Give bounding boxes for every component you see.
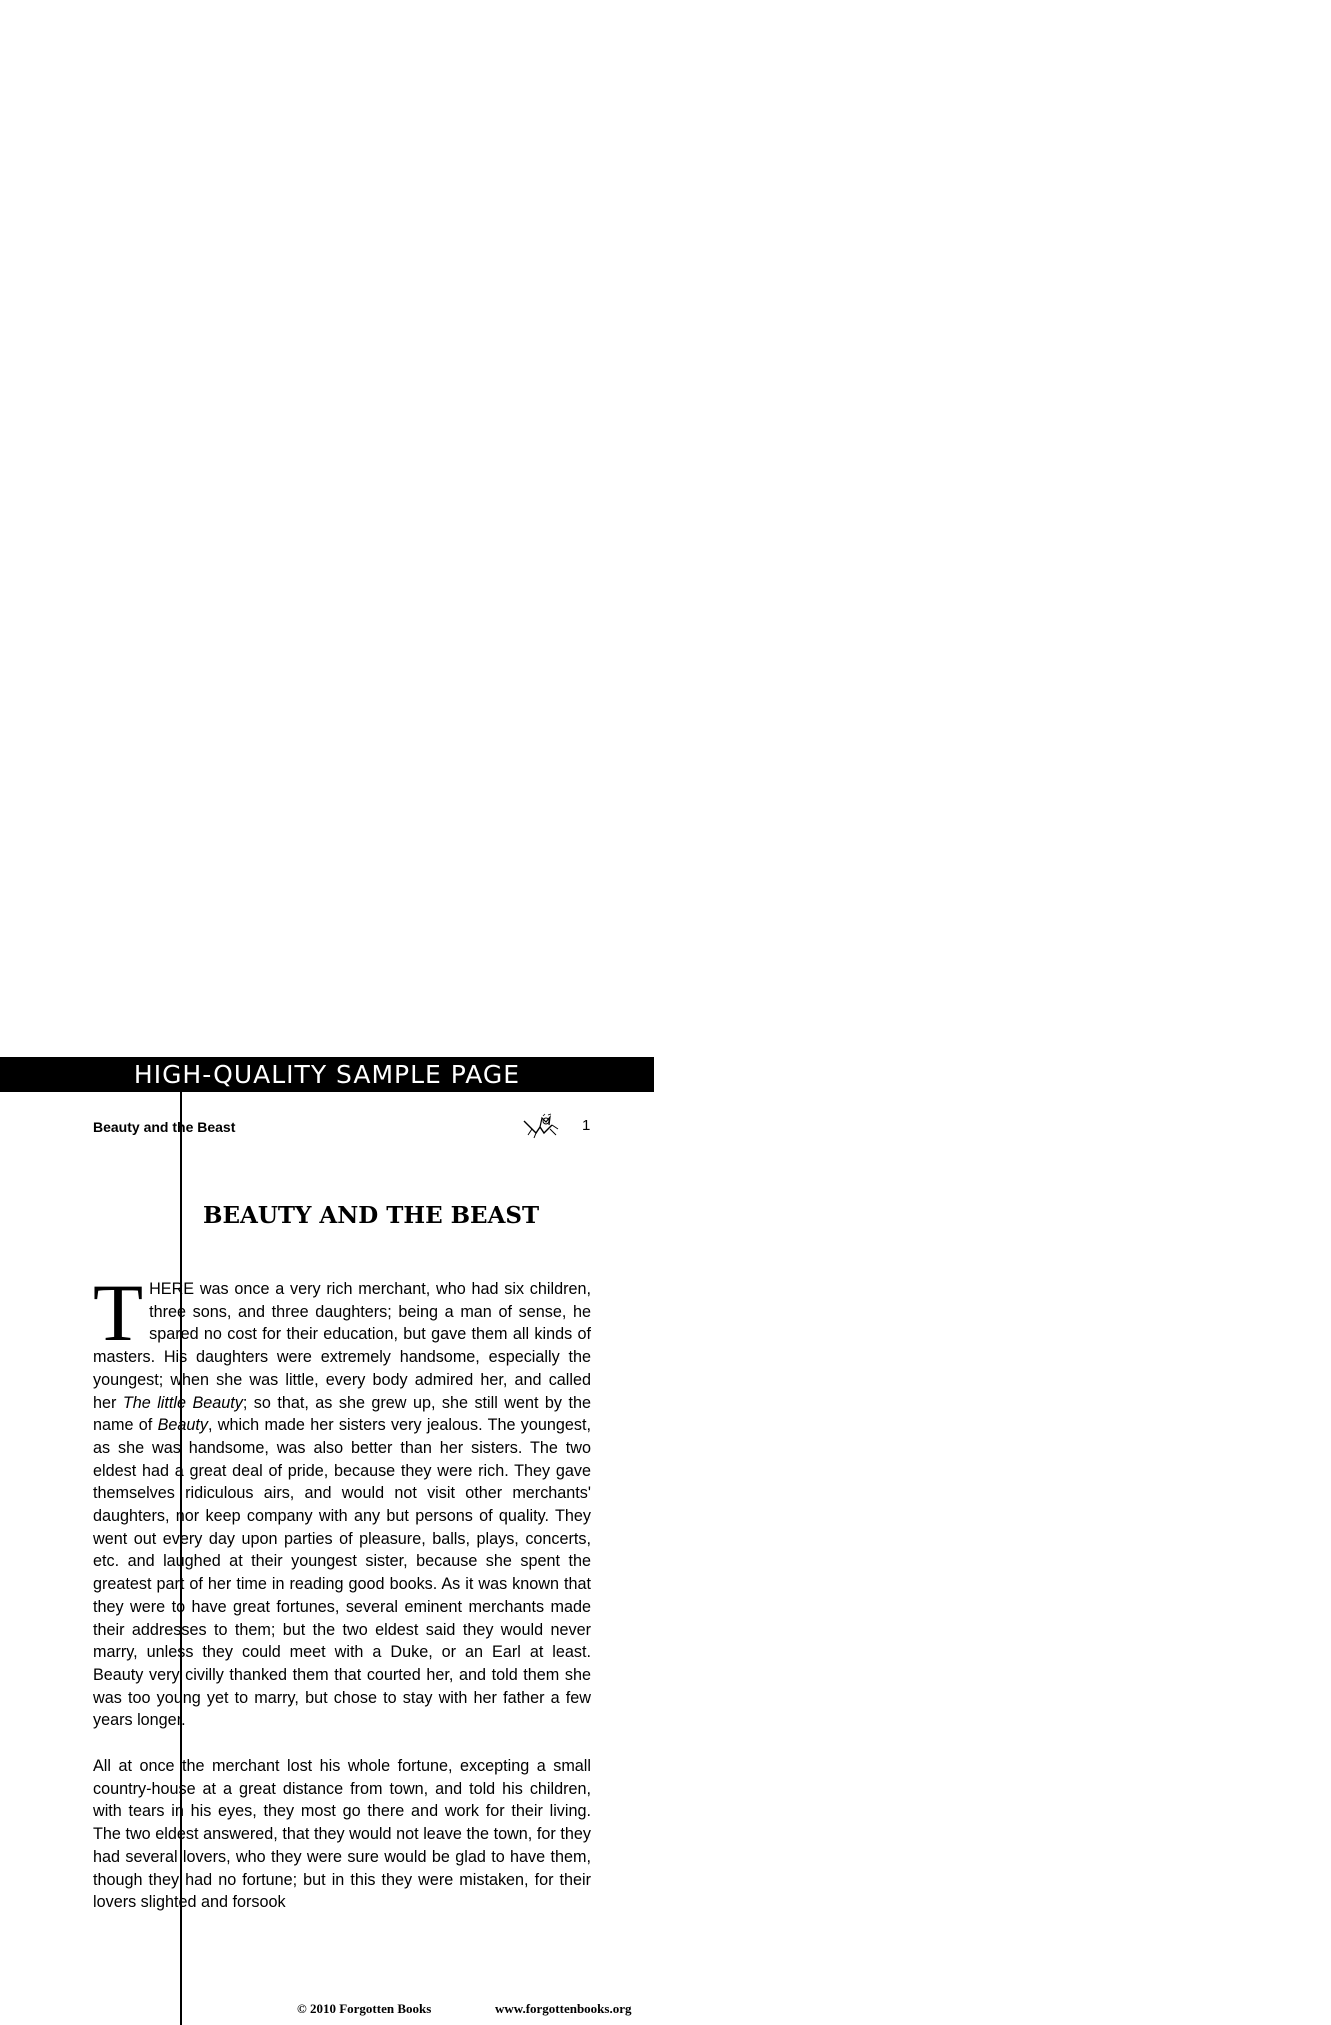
paragraph-1: [93, 1267, 591, 1732]
fairy-ornament-icon: [522, 1113, 562, 1139]
paragraph-2: All at once the merchant lost his whole fortune, excepting a small country-house at a great distance from town, and told his children, with tears in his eyes, they most go there and work for their living. The two eldest answered, that they would not leave the town, for they had several lovers, who they were sure would be glad to have them, though they had no fortune; but in this they were mistaken, for their lovers slighted and forsook: [93, 1757, 591, 1912]
body-text: [93, 1267, 591, 1937]
sample-page-banner: HIGH-QUALITY SAMPLE PAGE: [0, 1057, 654, 1092]
paragraph-1-start: HERE was once a very rich merchant, who had six children, three sons, and three daughters; being a man of sense, he spared no cost for their education, but gave them all kinds of masters. His daughters were extremely handsome, especially the youngest; when she was little, every body admired her, and called her: [93, 1280, 591, 1412]
page-number: 1: [582, 1117, 591, 1134]
paragraph-1-emphasis-1: The little Beauty: [122, 1393, 243, 1412]
chapter-title: BEAUTY AND THE BEAST: [203, 1202, 540, 1229]
paragraph-1-end: , which made her sisters very jealous. The youngest, as she was handsome, was also better than her sisters. The two eldest had a great deal of pride, because they were rich. They gave themselves ridiculous airs, and would not visit other merchants' daughters, nor keep company with any but persons of quality. They went out every day upon parties of pleasure, balls, plays, concerts, etc. and laughed at their youngest sister, because she spent the greatest part of her time in reading good books. As it was known that they were to have great fortunes, several eminent merchants made their addresses to them; but the two eldest said they would never marry, unless they could meet with a Duke, or an Earl at least. Beauty very civilly thanked them that courted her, and told them she was too young yet to marry, but chose to stay with her father a few years longer.: [93, 1416, 591, 1730]
drop-cap: T: [93, 1267, 144, 1358]
running-head-title: Beauty and the Beast: [93, 1119, 236, 1135]
footer-website: www.forgottenbooks.org: [495, 2001, 632, 2016]
paragraph-1-middle: ; so that, as she grew up, she still went by the name of: [93, 1393, 591, 1435]
paragraph-1-emphasis-2: Beauty: [157, 1416, 208, 1435]
footer-copyright: © 2010 Forgotten Books: [297, 2001, 432, 2016]
